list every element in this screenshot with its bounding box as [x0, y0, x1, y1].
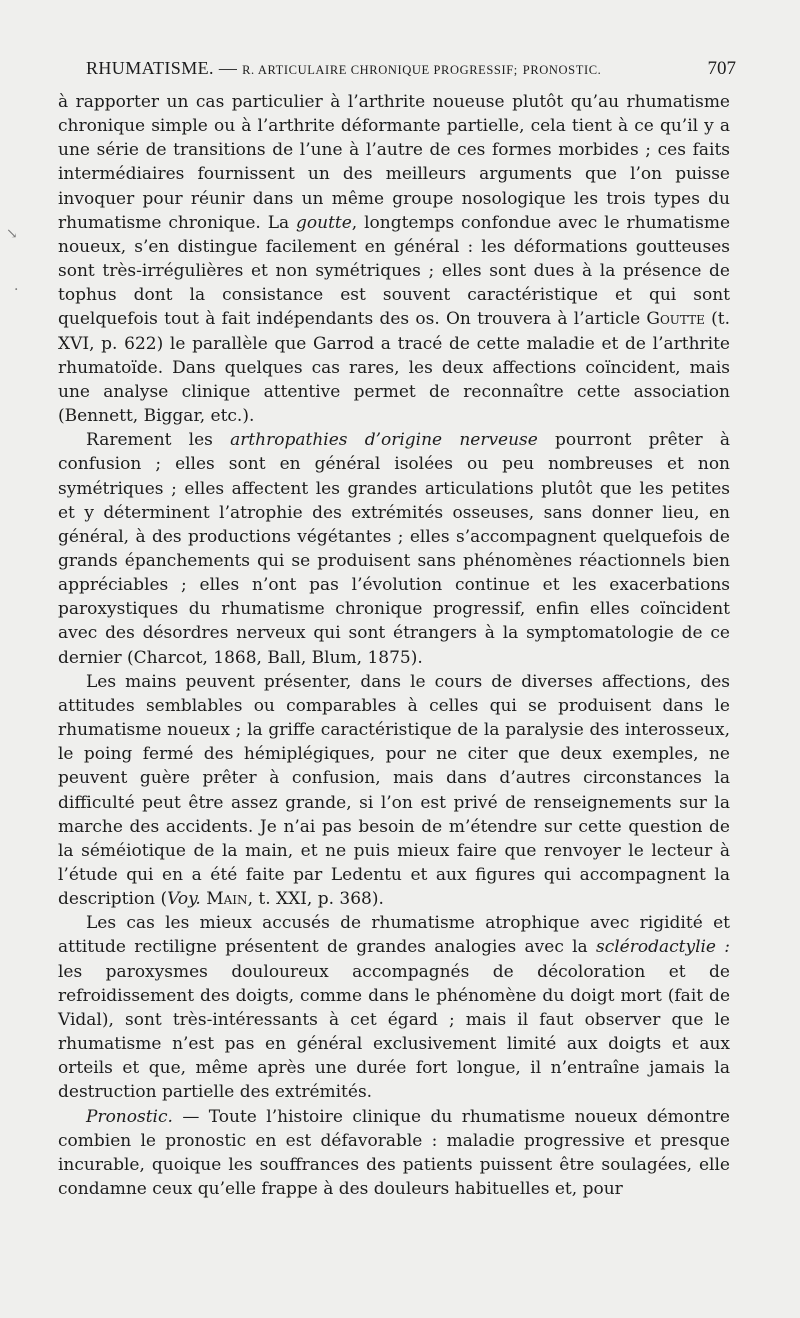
- header-section: PRONOSTIC.: [522, 63, 602, 77]
- p3-text-a: Les mains peuvent présenter, dans le cours de diverses affections, des attitudes semblables ou comparables à celles qui se produisent dans le rhumatisme noueux ; la griffe caractéristique de la paralysie des interosseux, le poing fermé des hémiplégiques, pour ne citer que deux exemples, ne peuvent guère prêter à confusion, mais dans d’autres circonstances la difficulté peut être assez grande, si l’on est privé de renseignements sur la marche des accidents. Je n’ai pas besoin de m’étendre sur cette question de la séméiotique de la main, et ne puis mieux faire que renvoyer le lecteur à l’étude qui en a été faite par Ledentu et aux figures qui accompagnent la description (: [58, 671, 730, 910]
- p1-text-a: à rapporter un cas particulier à l’arthrite noueuse plutôt qu’au rhumatisme chronique simple ou à l’arthrite déformante partielle, cela tient à ce qu’il y a une série de transitions de l’une à l’autre de ces formes morbides ; ces faits intermédiaires fournissent un des meilleurs arguments que l’on puisse invoquer pour réunir dans un même groupe nosologique les trois types du rhumatisme chronique. La: [58, 92, 730, 233]
- paragraph-sclerodactylie: [58, 911, 730, 1104]
- p4-text-c: les paroxysmes douloureux accompagnés de décoloration et de refroidissement des doigts, comme dans le phénomène du doigt mort (fait de Vidal), sont très-intéressants à cet égard ; mais il faut observer que le rhumatisme n’est pas en général exclusivement limité aux doigts et aux orteils et que, même après une durée fort longue, il n’entraîne jamais la destruction partielle des extrémités.: [58, 961, 730, 1103]
- paragraph-pronostic: [58, 1105, 730, 1202]
- body-text: [58, 90, 730, 1201]
- running-header: [86, 58, 736, 84]
- header-title: RHUMATISME. —: [86, 58, 238, 78]
- paragraph-mains: [58, 670, 730, 912]
- p1-text-c: , longtemps confondue avec le rhumatisme noueux, s’en distingue facilement en général : les déformations goutteuses sont très-irrégulières et non symétriques ; elles sont dues à la présence de tophus dont la consistance est souvent caractéristique et qui sont quelquefois tout à fait indépendants des os. On trouvera à l’article: [58, 212, 730, 330]
- paragraph-arthropathies: [58, 428, 730, 670]
- p3-italic-voy: Voy.: [167, 889, 201, 910]
- p1-italic-goutte: goutte: [296, 212, 352, 233]
- p2-text-c: pourront prêter à confusion ; elles sont en général isolées ou peu nombreuses et non symétriques ; elles affectent les grandes articulations plutôt que les petites et y déterminent l’atrophie des extrémités osseuses, sans donner lieu, en général, à des productions végétantes ; elles s’accompagnent quelquefois de grands épanchements qui se produisent sans phénomènes réactionnels bien appréciables ; elles n’ont pas l’évolution continue et les exacerbations paroxystiques du rhumatisme chronique progressif, enfin elles coïncident avec des désordres nerveux qui sont étrangers à la symptomatologie de ce dernier (Charcot, 1868, Ball, Blum, 1875).: [58, 430, 730, 668]
- p1-smallcaps-goutte: Goutte: [646, 309, 705, 330]
- margin-mark: ↘: [6, 226, 18, 242]
- p2-italic: arthropathies d’origine nerveuse: [230, 430, 538, 451]
- running-title: [86, 58, 601, 79]
- section-heading-pronostic: Pronostic.: [86, 1106, 173, 1127]
- p4-text-a: Les cas les mieux accusés de rhumatisme atrophique avec rigidité et attitude rectiligne présentent de grandes analogies avec la: [58, 913, 730, 958]
- p5-text-b: — Toute l’histoire clinique du rhumatisme noueux démontre combien le pronostic en est défavorable : maladie progressive et presque incurable, quoique les souffrances des patients puissent être soulagées, elle condamne ceux qu’elle frappe à des douleurs habituelles et, pour: [58, 1106, 730, 1200]
- p4-italic: sclérodactylie :: [595, 937, 730, 958]
- margin-dot: ·: [14, 282, 19, 298]
- paragraph-gout: [58, 90, 730, 428]
- p2-text-a: Rarement les: [86, 430, 231, 451]
- header-subtitle: R. ARTICULAIRE CHRONIQUE PROGRESSIF;: [242, 63, 518, 77]
- p3-smallcaps-main: Main: [206, 889, 248, 910]
- p3-text-e: , t. XXI, p. 368).: [247, 889, 384, 910]
- page-number: 707: [707, 58, 736, 79]
- p1-text-e: (t. XVI, p. 622) le parallèle que Garrod a tracé de cette maladie et de l’arthrite rhumatoïde. Dans quelques cas rares, les deux affections coïncident, mais une analyse clinique attentive permet de reconnaître cette association (Bennett, Biggar, etc.).: [58, 309, 730, 427]
